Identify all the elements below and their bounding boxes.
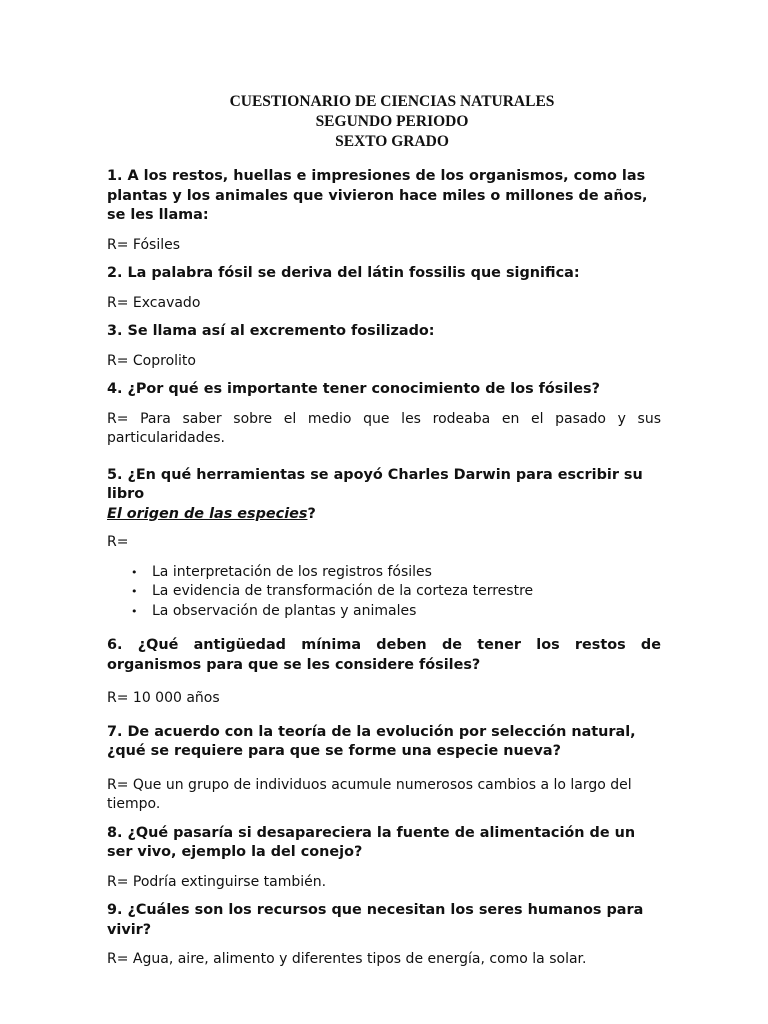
answer-3: R= Coprolito [107,352,196,369]
answer-9: R= Agua, aire, alimento y diferentes tipos de energía, como la solar. [107,951,587,967]
list-item: • La observación de plantas y animales [131,602,661,622]
header-title: CUESTIONARIO DE CIENCIAS NATURALES [229,93,555,110]
question-6: 6. ¿Qué antigüedad mínima deben de tener los restos de organismos para que se les considere fósiles? [107,637,661,673]
bullet-icon: • [131,565,138,579]
question-2: 2. La palabra fósil se deriva del látin fossilis que significa: [107,265,580,281]
question-8: 8. ¿Qué pasaría si desapareciera la fuente de alimentación de un ser vivo, ejemplo la del conejo? [107,824,636,860]
answer-4: R= Para saber sobre el medio que les rodeaba en el pasado y sus particularidades. [107,410,661,446]
header-grade: SEXTO GRADO [335,133,449,150]
list-item: • La evidencia de transformación de la corteza terrestre [131,582,661,602]
bullet-icon: • [131,585,138,598]
answer-6: R= 10 000 años [107,690,220,706]
bullet-icon: • [131,604,138,618]
book-title: El origen de las especies [107,505,308,522]
answer-8: R= Podría extinguirse también. [107,873,327,890]
answer-5: R= [107,534,129,550]
document-page [107,92,661,970]
question-1: 1. A los restos, huellas e impresiones de los organismos, como las plantas y los animales que vivieron hace miles o millones de años, se les llama: [107,168,648,223]
question-5-suffix: ? [307,505,316,522]
question-5 [107,466,661,525]
answer-1: R= Fósiles [107,236,181,253]
answer-2: R= Excavado [107,294,201,311]
question-3: 3. Se llama así al excremento fosilizado: [107,323,435,339]
answer-5-list [107,563,661,622]
question-9: 9. ¿Cuáles son los recursos que necesitan los seres humanos para vivir? [107,902,644,938]
question-7: 7. De acuerdo con la teoría de la evolución por selección natural, ¿qué se requiere para que se forme una especie nueva? [107,723,636,759]
question-4: 4. ¿Por qué es importante tener conocimiento de los fósiles? [107,381,600,397]
answer-7: R= Que un grupo de individuos acumule numerosos cambios a lo largo del tiempo. [107,776,632,812]
header-period: SEGUNDO PERIODO [315,113,469,130]
question-5-text: 5. ¿En qué herramientas se apoyó Charles Darwin para escribir su libro [107,466,643,502]
list-item: • La interpretación de los registros fósiles [131,563,661,583]
document-header [123,92,661,152]
